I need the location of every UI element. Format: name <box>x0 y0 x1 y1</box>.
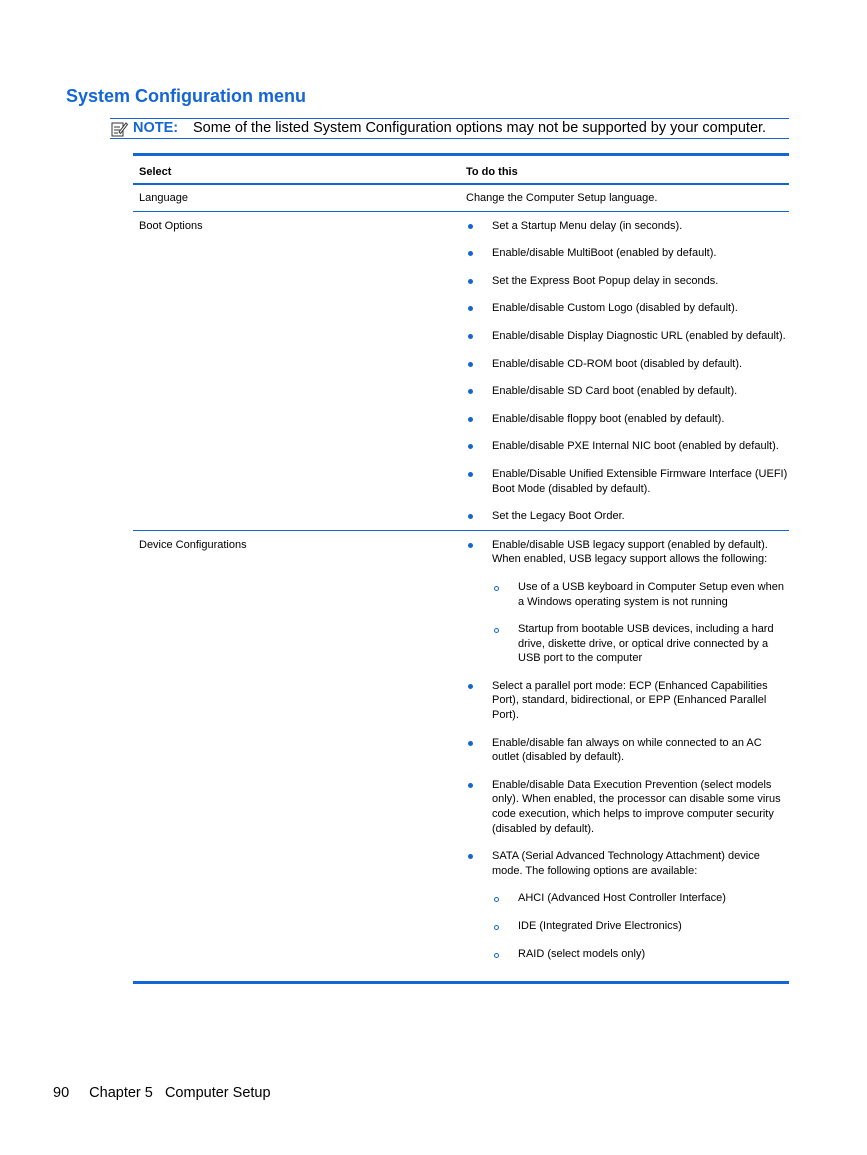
list-item: Enable/disable Data Execution Prevention (select models only). When enabled, the processor can disable some virus code execution, which helps to improve computer security (disabled by default). <box>466 778 789 836</box>
row-select-cell: Language <box>139 192 188 204</box>
config-table <box>133 153 789 984</box>
sub-list-item: IDE (Integrated Drive Electronics) <box>492 919 789 934</box>
table-row <box>133 212 789 531</box>
list-item <box>466 849 789 961</box>
sub-list-item: Use of a USB keyboard in Computer Setup even when a Windows operating system is not running <box>492 580 789 609</box>
list-item: Set a Startup Menu delay (in seconds). <box>466 219 789 234</box>
list-item: Set the Legacy Boot Order. <box>466 509 789 524</box>
row-select-cell: Boot Options <box>139 219 203 232</box>
list-item-text: Enable/disable USB legacy support (enabled by default). When enabled, USB legacy support allows the following: <box>492 538 768 566</box>
header-todo: To do this <box>466 166 518 178</box>
page-footer <box>53 1085 271 1101</box>
list-item: Select a parallel port mode: ECP (Enhanced Capabilities Port), standard, bidirectional, or EPP (Enhanced Parallel Port). <box>466 679 789 723</box>
table-bottom-rule <box>133 981 789 984</box>
list-item: Enable/disable PXE Internal NIC boot (enabled by default). <box>466 439 789 454</box>
note-box <box>110 118 789 139</box>
page-title: System Configuration menu <box>66 86 307 106</box>
list-item: Enable/disable Display Diagnostic URL (enabled by default). <box>466 329 789 344</box>
list-item: Enable/disable Custom Logo (disabled by default). <box>466 301 789 316</box>
list-item: Enable/disable MultiBoot (enabled by default). <box>466 246 789 261</box>
list-item: Enable/disable floppy boot (enabled by default). <box>466 412 789 427</box>
bullet-list <box>466 219 789 524</box>
list-item: Enable/Disable Unified Extensible Firmware Interface (UEFI) Boot Mode (disabled by default). <box>466 467 789 496</box>
row-todo-cell <box>460 531 789 981</box>
row-select-cell: Device Configurations <box>139 538 247 551</box>
sub-list <box>492 580 789 666</box>
sub-list-item: RAID (select models only) <box>492 947 789 962</box>
chapter-label: Chapter 5 <box>89 1085 153 1101</box>
row-todo-cell <box>460 212 789 530</box>
chapter-title: Computer Setup <box>164 1085 271 1101</box>
row-todo-cell: Change the Computer Setup language. <box>466 192 658 204</box>
note-pencil-icon <box>110 120 128 138</box>
list-item: Enable/disable SD Card boot (enabled by default). <box>466 384 789 399</box>
list-item: Enable/disable fan always on while connected to an AC outlet (disabled by default). <box>466 736 789 765</box>
list-item-text: SATA (Serial Advanced Technology Attachment) device mode. The following options are available: <box>492 850 760 877</box>
note-label: NOTE: <box>133 120 179 136</box>
list-item: Enable/disable CD-ROM boot (disabled by default). <box>466 357 789 372</box>
table-header-row <box>133 156 789 185</box>
sub-list-item: AHCI (Advanced Host Controller Interface) <box>492 891 789 906</box>
list-item <box>466 538 789 666</box>
header-select: Select <box>139 166 172 178</box>
sub-list <box>492 891 789 961</box>
bullet-list <box>466 538 789 961</box>
note-text: Some of the listed System Configuration options may not be supported by your computer. <box>193 120 767 136</box>
list-item: Set the Express Boot Popup delay in seconds. <box>466 274 789 289</box>
table-row <box>133 185 789 212</box>
page-number: 90 <box>53 1085 70 1101</box>
table-row <box>133 531 789 981</box>
sub-list-item: Startup from bootable USB devices, including a hard drive, diskette drive, or optical drive connected by a USB port to the computer <box>492 622 789 666</box>
